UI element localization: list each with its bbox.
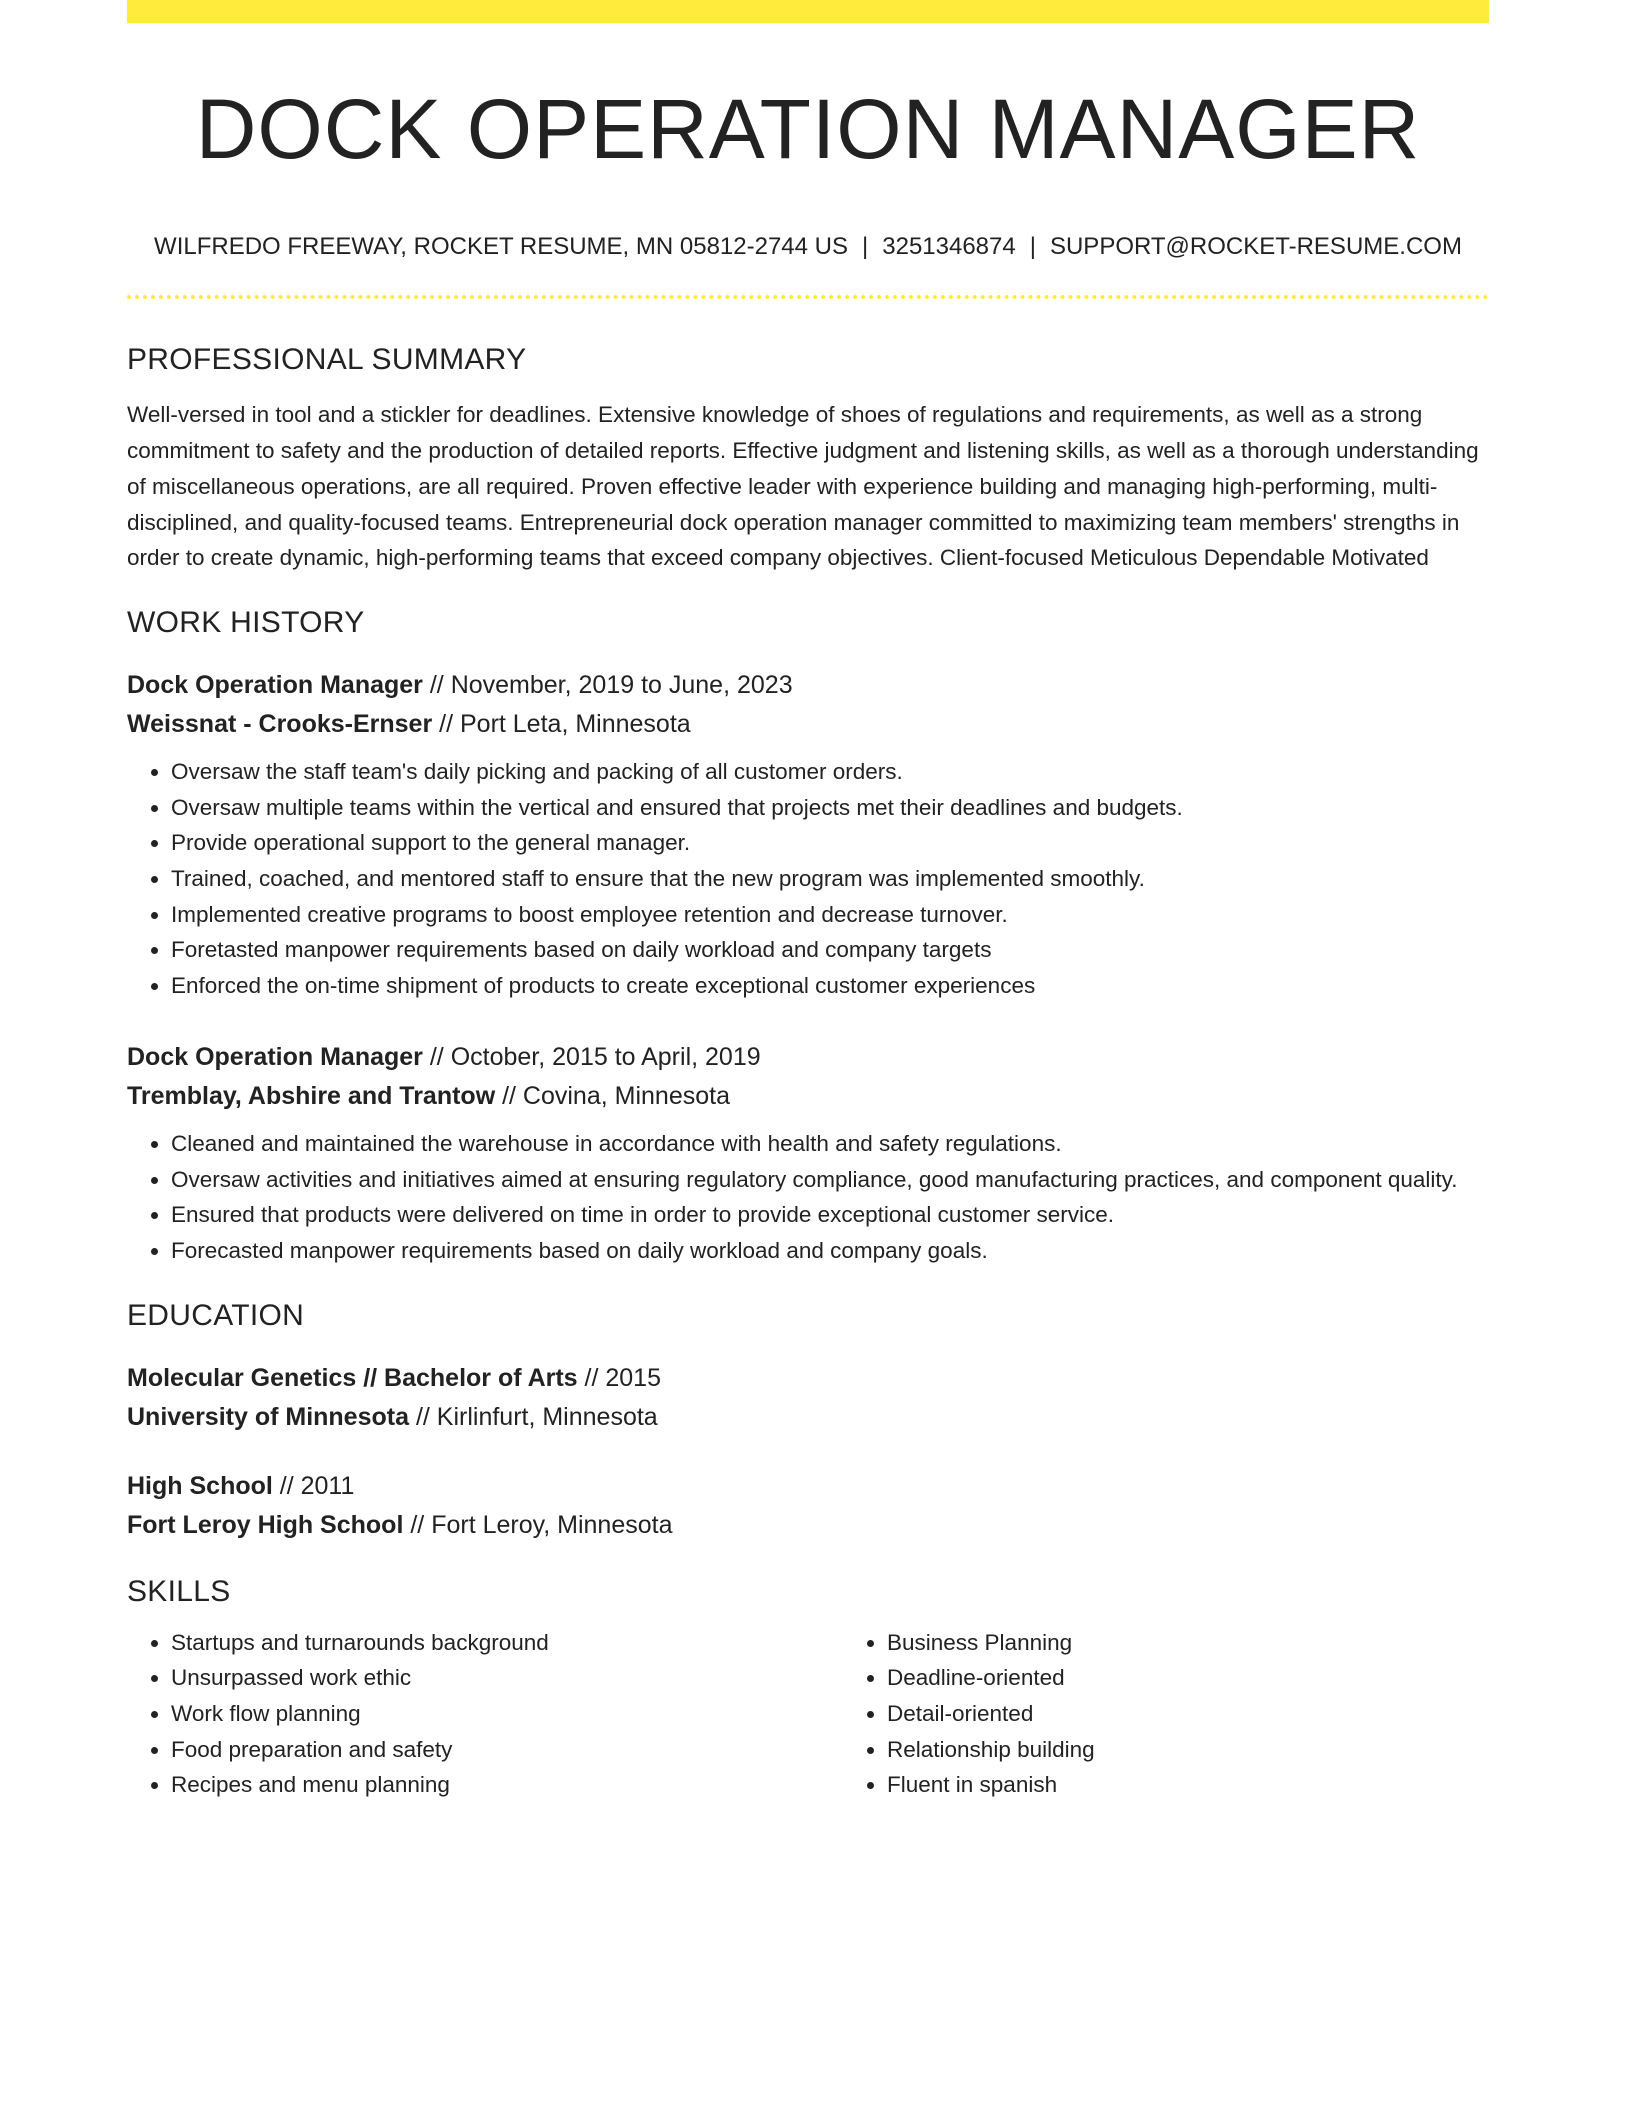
section-title-skills: SKILLS — [127, 1574, 231, 1608]
job-bullet: • Oversaw the staff team's daily picking and packing of all customer orders. — [171, 754, 1489, 790]
job-bullet: • Oversaw multiple teams within the vertical and ensured that projects met their deadlines and budgets. — [171, 790, 1489, 826]
job-company-line — [127, 705, 1489, 744]
job-bullet: • Trained, coached, and mentored staff to ensure that the new program was implemented smoothly. — [171, 861, 1489, 897]
job-bullet: • Foretasted manpower requirements based on daily workload and company targets — [171, 932, 1489, 968]
skills-list — [127, 1625, 1489, 1804]
job-bullets — [127, 754, 1489, 1004]
education-school: Fort Leroy High School — [127, 1510, 404, 1539]
job-bullet: • Enforced the on-time shipment of products to create exceptional customer experiences — [171, 968, 1489, 1004]
education-location: // Fort Leroy, Minnesota — [403, 1510, 673, 1539]
skill-item: • Unsurpassed work ethic — [171, 1660, 843, 1696]
skill-item: • Deadline-oriented — [887, 1660, 1487, 1696]
job-bullet: • Implemented creative programs to boost employee retention and decrease turnover. — [171, 897, 1489, 933]
skill-item: • Startups and turnarounds background — [171, 1625, 843, 1661]
contact-email: SUPPORT@ROCKET-RESUME.COM — [1049, 233, 1462, 261]
job-location: // Port Leta, Minnesota — [432, 709, 691, 738]
skill-item: • Work flow planning — [171, 1696, 843, 1732]
job-company: Tremblay, Abshire and Trantow — [127, 1081, 496, 1110]
education-year: // 2011 — [272, 1471, 355, 1500]
skill-item: • Detail-oriented — [887, 1696, 1487, 1732]
job-bullet: • Ensured that products were delivered on time in order to provide exceptional customer service. — [171, 1197, 1489, 1233]
job-role-line — [127, 666, 1489, 705]
education-degree: Molecular Genetics // Bachelor of Arts — [127, 1363, 578, 1392]
section-title-education: EDUCATION — [127, 1298, 305, 1332]
education-degree-line — [127, 1467, 1489, 1506]
skill-item: • Fluent in spanish — [887, 1767, 1487, 1803]
job-dates: // October, 2015 to April, 2019 — [422, 1042, 761, 1071]
skill-item: • Relationship building — [887, 1732, 1487, 1768]
job-bullet: • Oversaw activities and initiatives aimed at ensuring regulatory compliance, good manufacturing practices, and component quality. — [171, 1162, 1489, 1198]
contact-separator: | — [862, 233, 869, 261]
education-entry — [127, 1359, 1489, 1437]
education-school-line — [127, 1506, 1489, 1545]
job-entry — [127, 666, 1489, 1004]
job-company-line — [127, 1077, 1489, 1116]
skill-item: • Food preparation and safety — [171, 1732, 843, 1768]
contact-line — [127, 233, 1489, 261]
job-entry — [127, 1038, 1489, 1269]
job-company: Weissnat - Crooks-Ernser — [127, 709, 433, 738]
skills-column-right — [843, 1625, 1487, 1804]
education-entry — [127, 1467, 1489, 1545]
resume-title: DOCK OPERATION MANAGER — [195, 82, 1421, 176]
job-bullet: • Forecasted manpower requirements based on daily workload and company goals. — [171, 1233, 1489, 1269]
education-degree: High School — [127, 1471, 273, 1500]
job-role: Dock Operation Manager — [127, 1042, 423, 1071]
contact-address: WILFREDO FREEWAY, ROCKET RESUME, MN 05812-2744 US — [154, 233, 849, 261]
job-bullet: • Provide operational support to the general manager. — [171, 825, 1489, 861]
job-role-line — [127, 1038, 1489, 1077]
job-location: // Covina, Minnesota — [495, 1081, 730, 1110]
resume-page — [127, 0, 1489, 1803]
contact-phone: 3251346874 — [882, 233, 1016, 261]
job-dates: // November, 2019 to June, 2023 — [422, 670, 793, 699]
education-degree-line — [127, 1359, 1489, 1398]
job-bullets — [127, 1126, 1489, 1269]
education-school: University of Minnesota — [127, 1402, 409, 1431]
job-bullet: • Cleaned and maintained the warehouse in accordance with health and safety regulations. — [171, 1126, 1489, 1162]
skills-column-left — [127, 1625, 843, 1804]
section-title-work: WORK HISTORY — [127, 605, 365, 639]
skill-item: • Business Planning — [887, 1625, 1487, 1661]
skill-item: • Recipes and menu planning — [171, 1767, 843, 1803]
summary-text: Well-versed in tool and a stickler for deadlines. Extensive knowledge of shoes of regulations and requirements, as well as a strong commitment to safety and the production of detailed reports. Effective judgment and listening skills, as well as a thorough understanding of miscellaneous operations, are all required. Proven effective leader with experience building and managing high-performing, multi-disciplined, and quality-focused teams. Entrepreneurial dock operation manager committed to maximizing team members' strengths in order to create dynamic, high-performing teams that exceed company objectives. Client-focused Meticulous Dependable Motivated — [127, 402, 1479, 571]
education-year: // 2015 — [577, 1363, 661, 1392]
contact-separator: | — [1029, 233, 1036, 261]
job-role: Dock Operation Manager — [127, 670, 423, 699]
section-title-summary: PROFESSIONAL SUMMARY — [127, 343, 527, 377]
education-school-line — [127, 1398, 1489, 1437]
dotted-divider — [127, 295, 1489, 299]
education-location: // Kirlinfurt, Minnesota — [409, 1402, 658, 1431]
top-accent-bar — [127, 0, 1489, 23]
